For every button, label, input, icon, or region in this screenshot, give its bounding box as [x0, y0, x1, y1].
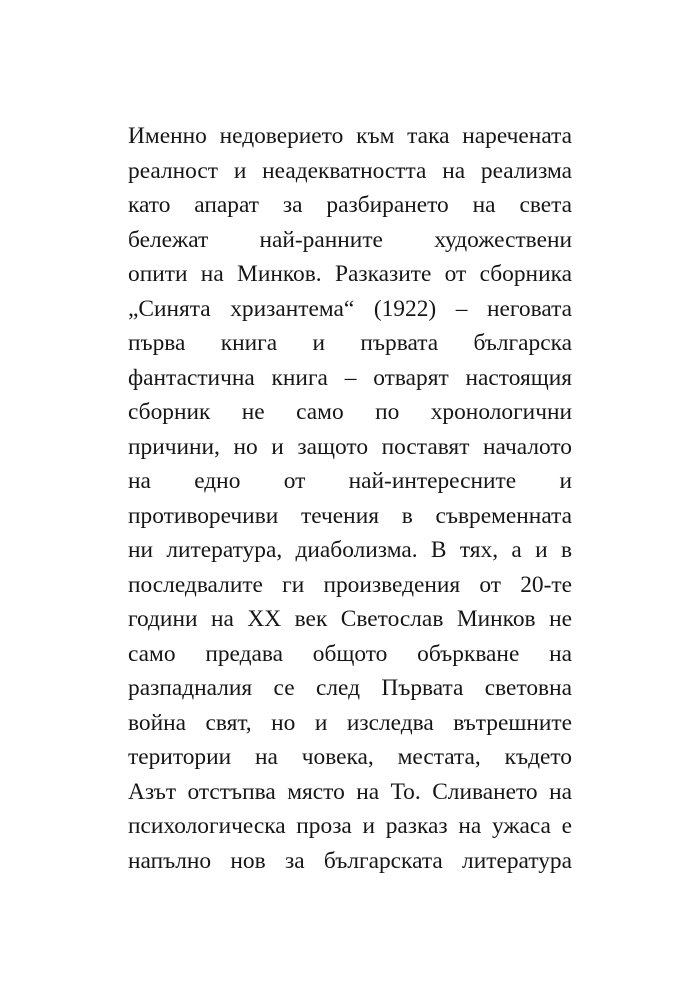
text-line: като апарат за разбирането на света — [128, 192, 572, 218]
text-line: първа книга и първата българска — [128, 330, 572, 356]
text-line: сборник не само по хронологични — [128, 399, 572, 425]
text-line: ни литература, диаболизма. В тях, а и в — [128, 537, 572, 563]
text-line: фантастична книга – отварят настоящия — [128, 364, 572, 391]
text-line: противоречиви течения в съвременната — [128, 502, 572, 529]
text-line: причини, но и защото поставят началото — [128, 433, 572, 460]
text-line: Именно недоверието към така наречената — [128, 123, 572, 149]
text-line: „Синята хризантема“ (1922) – неговата — [128, 295, 572, 322]
text-line: години на XX век Светослав Минков не — [128, 606, 572, 632]
text-line: само предава общото объркване на — [128, 640, 572, 667]
text-line: територии на човека, местата, където — [128, 744, 572, 770]
text-line: бележат най-ранните художествени — [128, 226, 572, 253]
text-line: разпадналия се след Първата световна — [128, 675, 572, 701]
body-text — [128, 119, 572, 878]
text-line: реалност и неадекватността на реализма — [128, 157, 572, 184]
text-line: опити на Минков. Разказите от сборника — [128, 261, 572, 287]
text-line: психологическа проза и разказ на ужаса е — [128, 813, 572, 839]
text-line: напълно нов за българската литература — [128, 847, 572, 874]
text-line: война свят, но и изследва вътрешните — [128, 709, 572, 736]
text-line: на едно от най-интересните и — [128, 468, 572, 494]
text-line: последвалите ги произведения от 20-те — [128, 571, 572, 598]
text-line: Азът отстъпва място на То. Сливането на — [128, 778, 572, 805]
